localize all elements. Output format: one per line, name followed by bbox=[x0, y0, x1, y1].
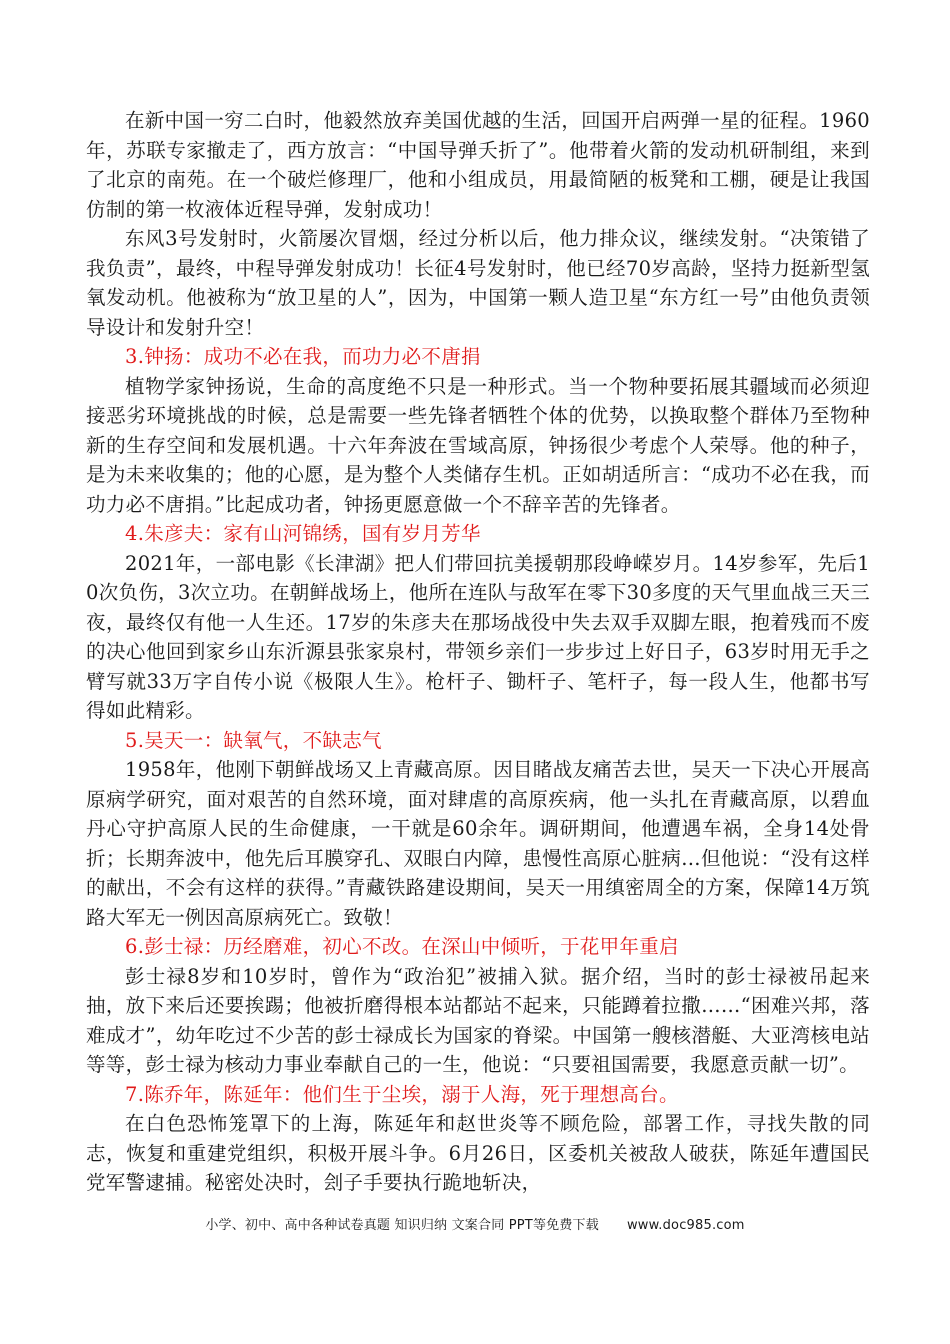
paragraph-5: 1958年，他刚下朝鲜战场又上青藏高原。因目睹战友痛苦去世，吴天一下决心开展高原病学研究，面对艰苦的自然环境，面对肆虐的高原疾病，他一头扎在青藏高原，以碧血丹心守护高原人民的生命健康，一干就是60余年。调研期间，他遭遇车祸，全身14处骨折；长期奔波中，他先后耳膜穿孔、双眼白内障，患慢性高原心脏病…但他说：“没有这样的献出，不会有这样的获得。”青藏铁路建设期间，吴天一用缜密周全的方案，保障14万筑路大军无一例因高原病死亡。致敬！ bbox=[86, 758, 870, 929]
paragraph-1: 在新中国一穷二白时，他毅然放弃美国优越的生活，回国开启两弹一星的征程。1960年，苏联专家撤走了，西方放言：“中国导弹夭折了”。他带着火箭的发动机研制组，来到了北京的南苑。在一个破烂修理厂，他和小组成员，用最简陋的板凳和工棚，硬是让我国仿制的第一枚液体近程导弹，发射成功！ bbox=[86, 109, 870, 221]
section-heading-4: 4.朱彦夫：家有山河锦绣，国有岁月芳华 bbox=[125, 522, 481, 545]
section-heading-3: 3.钟扬：成功不必在我，而功力必不唐捐 bbox=[125, 345, 481, 368]
section-heading-6: 6.彭士禄：历经磨难，初心不改。在深山中倾听，于花甲年重启 bbox=[125, 935, 679, 958]
paragraph-3: 植物学家钟扬说，生命的高度绝不只是一种形式。当一个物种要拓展其疆域而必须迎接恶劣环境挑战的时候，总是需要一些先锋者牺牲个体的优势，以换取整个群体乃至物种新的生存空间和发展机遇。十六年奔波在雪域高原，钟扬很少考虑个人荣辱。他的种子，是为未来收集的；他的心愿，是为整个人类储存生机。正如胡适所言：“成功不必在我，而功力必不唐捐。”比起成功者，钟扬更愿意做一个不辞辛苦的先锋者。 bbox=[86, 374, 870, 516]
section-heading-7: 7.陈乔年，陈延年：他们生于尘埃，溺于人海，死于理想高台。 bbox=[125, 1082, 679, 1106]
footer-description: 小学、初中、高中各种试卷真题 知识归纳 文案合同 PPT等免费下载 bbox=[205, 1218, 599, 1233]
paragraph-6: 彭士禄8岁和10岁时，曾作为“政治犯”被捕入狱。据介绍，当时的彭士禄被吊起来抽，放下来后还要挨踢；他被折磨得根本站都站不起来，只能蹲着拉撒……“困难兴邦，落难成才”，幼年吃过不少苦的彭士禄成长为国家的脊梁。中国第一艘核潜艇、大亚湾核电站等等，彭士禄为核动力事业奉献自己的一生，他说：“只要祖国需要，我愿意贡献一切”。 bbox=[86, 964, 870, 1076]
paragraph-4: 2021年，一部电影《长津湖》把人们带回抗美援朝那段峥嵘岁月。14岁参军，先后10次负伤，3次立功。在朝鲜战场上，他所在连队与敌军在零下30多度的天气里血战三天三夜，最终仅有他一人生还。17岁的朱彦夫在那场战役中失去双手双脚左眼，抱着残而不废的决心他回到家乡山东沂源县张家泉村，带领乡亲们一步步过上好日子，63岁时用无手之臂写就33万字自传小说《极限人生》。枪杆子、锄杆子、笔杆子，每一段人生，他都书写得如此精彩。 bbox=[86, 551, 870, 722]
paragraph-7: 在白色恐怖笼罩下的上海，陈延年和赵世炎等不顾危险，部署工作，寻找失散的同志，恢复和重建党组织，积极开展斗争。6月26日，区委机关被敌人破获，陈延年遭国民党军警逮捕。秘密处决时，刽子手要执行跪地斩决， bbox=[86, 1112, 870, 1194]
footer-website-link[interactable]: www.doc985.com bbox=[626, 1218, 745, 1233]
page-footer bbox=[0, 1214, 950, 1233]
paragraph-2: 东风3号发射时，火箭屡次冒烟，经过分析以后，他力排众议，继续发射。“决策错了我负责”，最终，中程导弹发射成功！长征4号发射时，他已经70岁高龄，坚持力挺新型氢氧发动机。他被称为“放卫星的人”，因为，中国第一颗人造卫星“东方红一号”由他负责领导设计和发射升空！ bbox=[86, 227, 870, 339]
section-heading-5: 5.吴天一：缺氧气，不缺志气 bbox=[125, 728, 382, 752]
document-body bbox=[86, 106, 870, 1198]
